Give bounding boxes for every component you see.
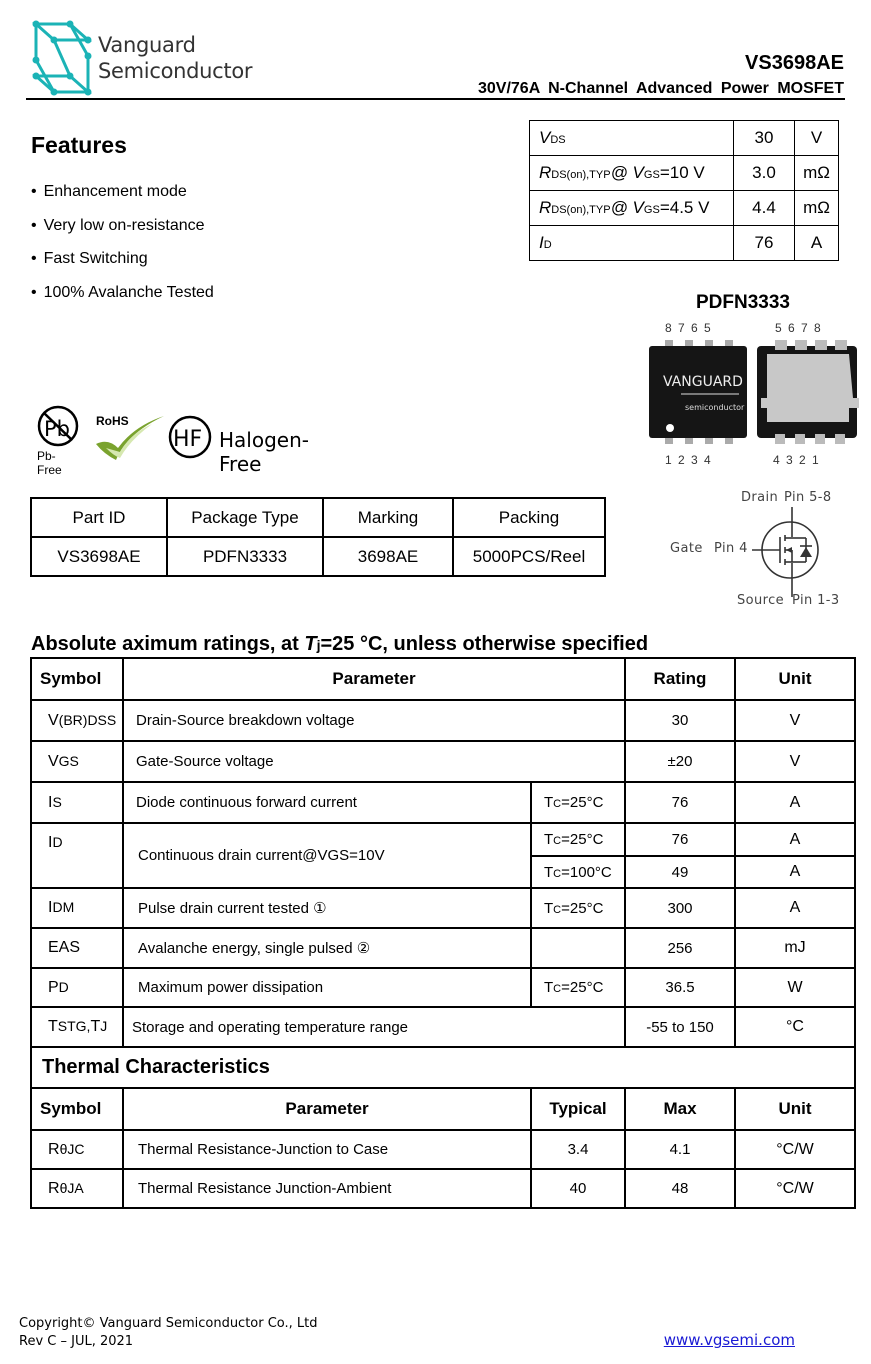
spec-symbol: RDS(on),TYP@ VGS=4.5 V (530, 191, 734, 226)
cell-packing: 5000PCS/Reel (453, 537, 605, 576)
spec-unit: mΩ (795, 191, 839, 226)
header-parameter: Parameter (123, 658, 625, 700)
table-row (31, 741, 855, 782)
drain-label: Drain (741, 490, 779, 505)
ratings-title: Absolute aximum ratings, at Tj=25 °C, unless otherwise specified (31, 633, 649, 655)
cell-condition: TC=25°C (531, 968, 625, 1007)
footer (19, 1315, 318, 1351)
pb-free-label: Pb-Free (37, 449, 62, 477)
drain-pin-label: Pin 5-8 (784, 490, 832, 505)
cell-typical: 3.4 (531, 1130, 625, 1169)
cell-package-type: PDFN3333 (167, 537, 323, 576)
spec-row (530, 156, 839, 191)
cell-unit: A (735, 888, 855, 928)
header-packing: Packing (453, 498, 605, 537)
spec-unit: mΩ (795, 156, 839, 191)
spec-row (530, 191, 839, 226)
cell-symbol: IS (31, 782, 123, 823)
cell-parameter: Thermal Resistance-Junction to Case (123, 1130, 531, 1169)
halogen-free-icon (170, 417, 210, 457)
spec-row (530, 226, 839, 261)
header-max: Max (625, 1088, 735, 1130)
header-part-id: Part ID (31, 498, 167, 537)
cell-parameter: Drain-Source breakdown voltage (123, 700, 625, 741)
table-row (31, 888, 855, 928)
feature-item: • Very low on-resistance (31, 217, 214, 251)
chip-top-view (649, 340, 747, 444)
revision-text: Rev C – JUL, 2021 (19, 1334, 134, 1349)
cell-unit: V (735, 700, 855, 741)
website-link[interactable]: www.vgsemi.com (663, 1331, 795, 1349)
top-pin-labels-left: 8 7 6 5 (665, 321, 711, 335)
cell-condition: TC=25°C (531, 888, 625, 928)
cell-parameter: Thermal Resistance Junction-Ambient (123, 1169, 531, 1208)
cell-marking: 3698AE (323, 537, 453, 576)
cell-condition: TC=25°C (531, 823, 625, 856)
header-typical: Typical (531, 1088, 625, 1130)
table-row (31, 968, 855, 1007)
table-header-row (31, 498, 605, 537)
spec-value: 3.0 (734, 156, 795, 191)
cell-parameter: Gate-Source voltage (123, 741, 625, 782)
bottom-pin-labels-left: 1 2 3 4 (665, 453, 711, 467)
spec-unit: A (795, 226, 839, 261)
header-marking: Marking (323, 498, 453, 537)
chip-sub-marking: semiconductor (685, 403, 745, 412)
cell-unit: V (735, 741, 855, 782)
cell-unit: A (735, 856, 855, 888)
pb-free-icon (39, 407, 77, 445)
header-unit: Unit (735, 1088, 855, 1130)
table-row (31, 928, 855, 968)
cell-rating: 76 (625, 782, 735, 823)
cell-symbol: V(BR)DSS (31, 700, 123, 741)
cell-rating: -55 to 150 (625, 1007, 735, 1047)
top-pin-labels-right: 5 6 7 8 (775, 321, 821, 335)
header-unit: Unit (735, 658, 855, 700)
spec-symbol: RDS(on),TYP@ VGS=10 V (530, 156, 734, 191)
thermal-section-row (31, 1047, 855, 1088)
cell-max: 48 (625, 1169, 735, 1208)
mosfet-symbol (666, 485, 866, 615)
cell-unit: mJ (735, 928, 855, 968)
ordering-table (30, 497, 606, 577)
table-row (31, 700, 855, 741)
spec-value: 76 (734, 226, 795, 261)
table-header-row (31, 1088, 855, 1130)
cell-parameter: Avalanche energy, single pulsed ② (123, 928, 531, 968)
pin1-dot-icon (666, 424, 674, 432)
cell-parameter: Continuous drain current@VGS=10V (123, 823, 531, 888)
cell-parameter: Pulse drain current tested ① (123, 888, 531, 928)
table-row (31, 782, 855, 823)
cell-symbol: VGS (31, 741, 123, 782)
cell-rating: 36.5 (625, 968, 735, 1007)
header-divider (26, 98, 845, 100)
cell-condition: TC=25°C (531, 782, 625, 823)
cell-max: 4.1 (625, 1130, 735, 1169)
cell-parameter: Diode continuous forward current (123, 782, 531, 823)
header-symbol: Symbol (31, 1088, 123, 1130)
table-header-row (31, 658, 855, 700)
svg-text:Pb: Pb (44, 417, 70, 441)
thermal-title: Thermal Characteristics (31, 1047, 855, 1088)
feature-item: • Enhancement mode (31, 183, 214, 217)
cell-unit: °C/W (735, 1130, 855, 1169)
company-name-line1: Vanguard (98, 33, 196, 57)
cell-rating: ±20 (625, 741, 735, 782)
cell-rating: 49 (625, 856, 735, 888)
bottom-pin-labels-right: 4 3 2 1 (773, 453, 819, 467)
source-label: Source (737, 593, 785, 608)
cell-parameter: Maximum power dissipation (123, 968, 531, 1007)
spec-symbol: ID (530, 226, 734, 261)
cell-condition (531, 928, 625, 968)
header-symbol: Symbol (31, 658, 123, 700)
vanguard-logo-icon (30, 20, 94, 96)
chip-brand-marking: VANGUARD (663, 374, 743, 390)
cell-condition: TC=100°C (531, 856, 625, 888)
spec-symbol: VDS (530, 121, 734, 156)
cell-rating: 30 (625, 700, 735, 741)
package-title: PDFN3333 (696, 292, 790, 313)
part-number: VS3698AE (745, 52, 844, 74)
cell-symbol: RθJC (31, 1130, 123, 1169)
gate-pin-label: Pin 4 (714, 541, 748, 556)
cell-unit: A (735, 782, 855, 823)
cell-symbol: IDM (31, 888, 123, 928)
cell-rating: 300 (625, 888, 735, 928)
feature-item: • 100% Avalanche Tested (31, 284, 214, 318)
feature-item: • Fast Switching (31, 250, 214, 284)
table-row (31, 1169, 855, 1208)
features-list (31, 183, 214, 317)
spec-unit: V (795, 121, 839, 156)
cell-rating: 256 (625, 928, 735, 968)
cell-unit: °C (735, 1007, 855, 1047)
cell-unit: °C/W (735, 1169, 855, 1208)
copyright-text: Copyright© Vanguard Semiconductor Co., Ltd (19, 1316, 318, 1331)
table-row (31, 1007, 855, 1047)
cell-symbol: PD (31, 968, 123, 1007)
table-row (31, 823, 855, 856)
cell-rating: 76 (625, 823, 735, 856)
cell-symbol: RθJA (31, 1169, 123, 1208)
part-subtitle: 30V/76A N-Channel Advanced Power MOSFET (477, 80, 844, 97)
cell-symbol: ID (31, 823, 123, 888)
source-pin-label: Pin 1-3 (792, 593, 840, 608)
cell-unit: W (735, 968, 855, 1007)
key-spec-table (529, 120, 839, 261)
header-parameter: Parameter (123, 1088, 531, 1130)
mosfet-schematic-icon (750, 507, 830, 607)
header-package-type: Package Type (167, 498, 323, 537)
ratings-table (30, 657, 856, 1209)
cell-parameter: Storage and operating temperature range (123, 1007, 625, 1047)
package-drawing (643, 318, 863, 470)
features-title: Features (31, 132, 127, 158)
cell-part-id: VS3698AE (31, 537, 167, 576)
cell-unit: A (735, 823, 855, 856)
table-row (31, 537, 605, 576)
spec-value: 30 (734, 121, 795, 156)
table-row (31, 1130, 855, 1169)
svg-text:HF: HF (173, 427, 203, 452)
chip-bottom-view (757, 340, 859, 444)
cell-typical: 40 (531, 1169, 625, 1208)
spec-row (530, 121, 839, 156)
gate-label: Gate (670, 541, 703, 556)
rohs-label: RoHS (96, 414, 129, 428)
cell-symbol: TSTG,TJ (31, 1007, 123, 1047)
company-logo (30, 20, 253, 98)
company-name-line2: Semiconductor (98, 59, 253, 83)
halogen-free-label: Halogen-Free (219, 428, 309, 476)
cell-symbol: EAS (31, 928, 123, 968)
spec-value: 4.4 (734, 191, 795, 226)
header-rating: Rating (625, 658, 735, 700)
